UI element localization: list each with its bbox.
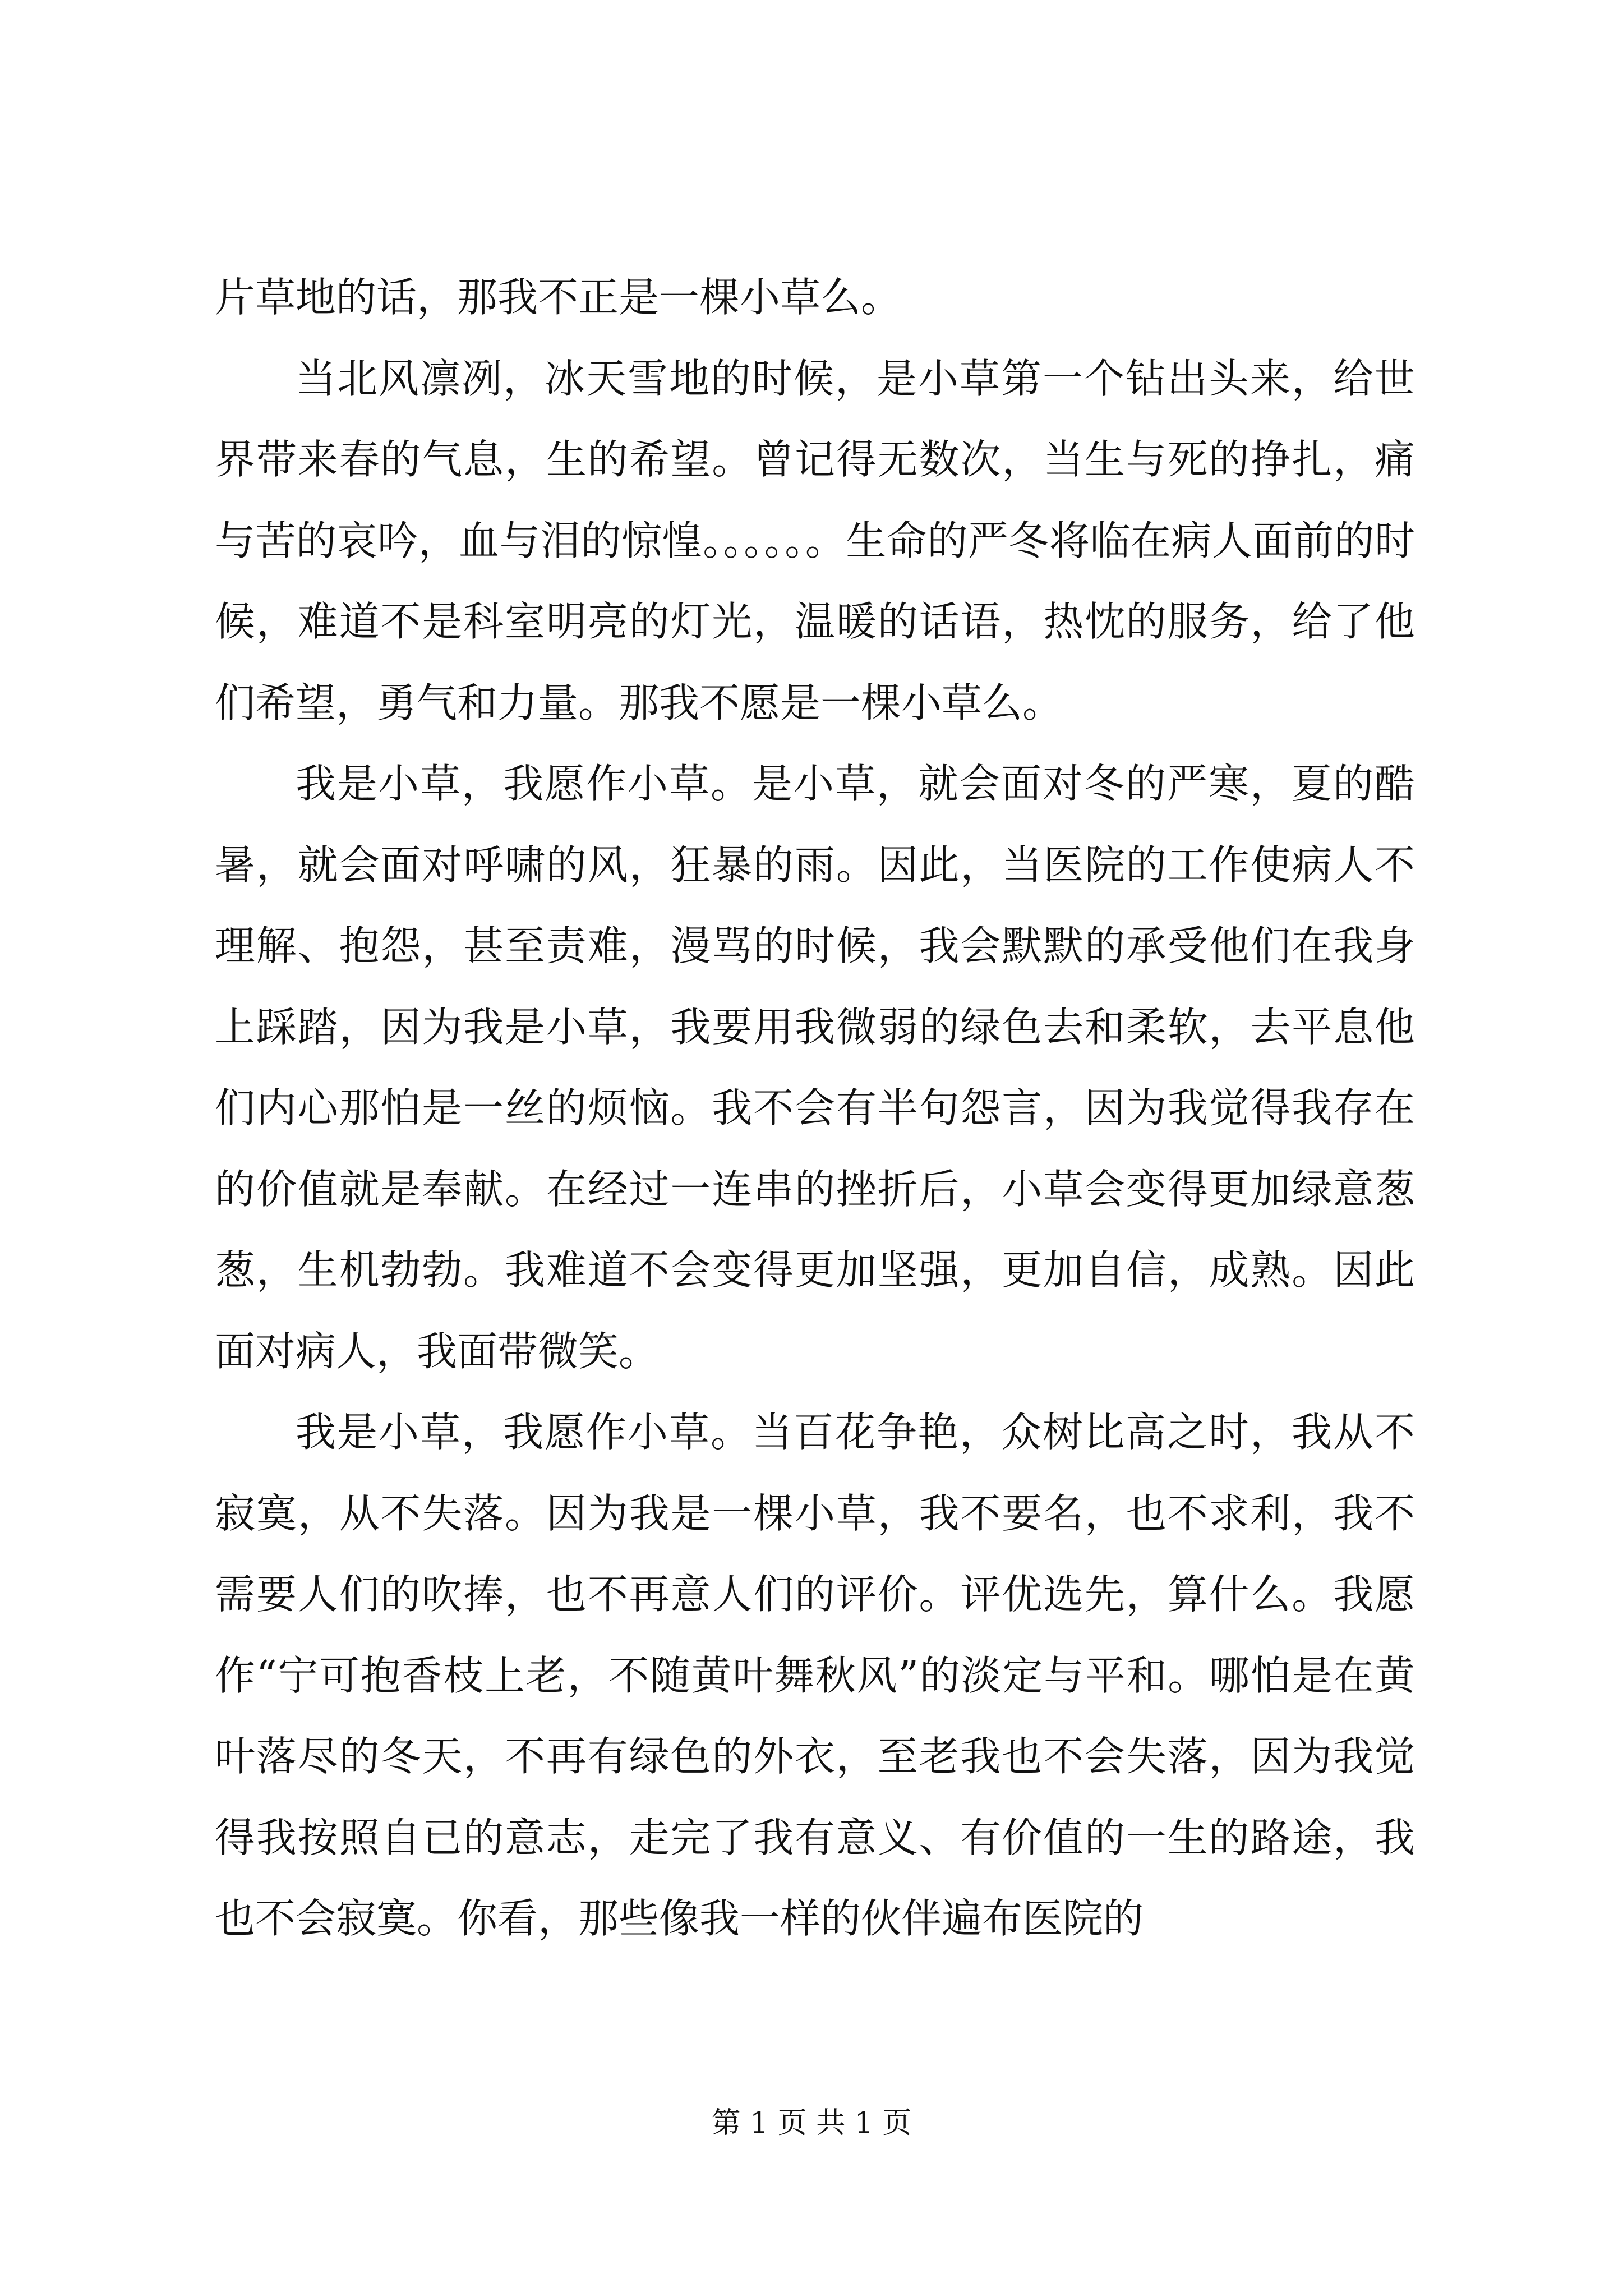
paragraph-4: 我是小草，我愿作小草。当百花争艳，众树比高之时，我从不寂寞，从不失落。因为我是一棵小草，我不要名，也不求利，我不需要人们的吹捧，也不再意人们的评价。评优选先，算什么。我愿作“宁可抱香枝上老，不随黄叶舞秋风”的淡定与平和。哪怕是在黄叶落尽的冬天，不再有绿色的外衣，至老我也不会失落，因为我觉得我按照自已的意志，走完了我有意义、有价值的一生的路途，我也不会寂寞。你看，那些像我一样的伙伴遍布医院的 (215, 1409, 1415, 1942)
paragraph-3: 我是小草，我愿作小草。是小草，就会面对冬的严寒，夏的酷暑，就会面对呼啸的风，狂暴的雨。因此，当医院的工作使病人不理解、抱怨，甚至责难，漫骂的时候，我会默默的承受他们在我身上踩踏，因为我是小草，我要用我微弱的绿色去和柔软，去平息他们内心那怕是一丝的烦恼。我不会有半句怨言，因为我觉得我存在的价值就是奉献。在经过一连串的挫折后，小草会变得更加绿意葱葱，生机勃勃。我难道不会变得更加坚强，更加自信，成熟。因此面对病人，我面带微笑。 (215, 760, 1415, 1375)
paragraph-1: 片草地的话，那我不正是一棵小草么。 (215, 274, 902, 321)
page-number-footer: 第 1 页 共 1 页 (711, 2106, 912, 2140)
paragraph-2: 当北风凛冽，冰天雪地的时候，是小草第一个钻出头来，给世界带来春的气息，生的希望。曾记得无数次，当生与死的挣扎，痛与苦的哀吟，血与泪的惊惶。。。。。。生命的严冬将临在病人面前的时候，难道不是科室明亮的灯光，温暖的话语，热忱的服务，给了他们希望，勇气和力量。那我不愿是一棵小草么。 (215, 355, 1415, 726)
document-body (215, 257, 1415, 1959)
